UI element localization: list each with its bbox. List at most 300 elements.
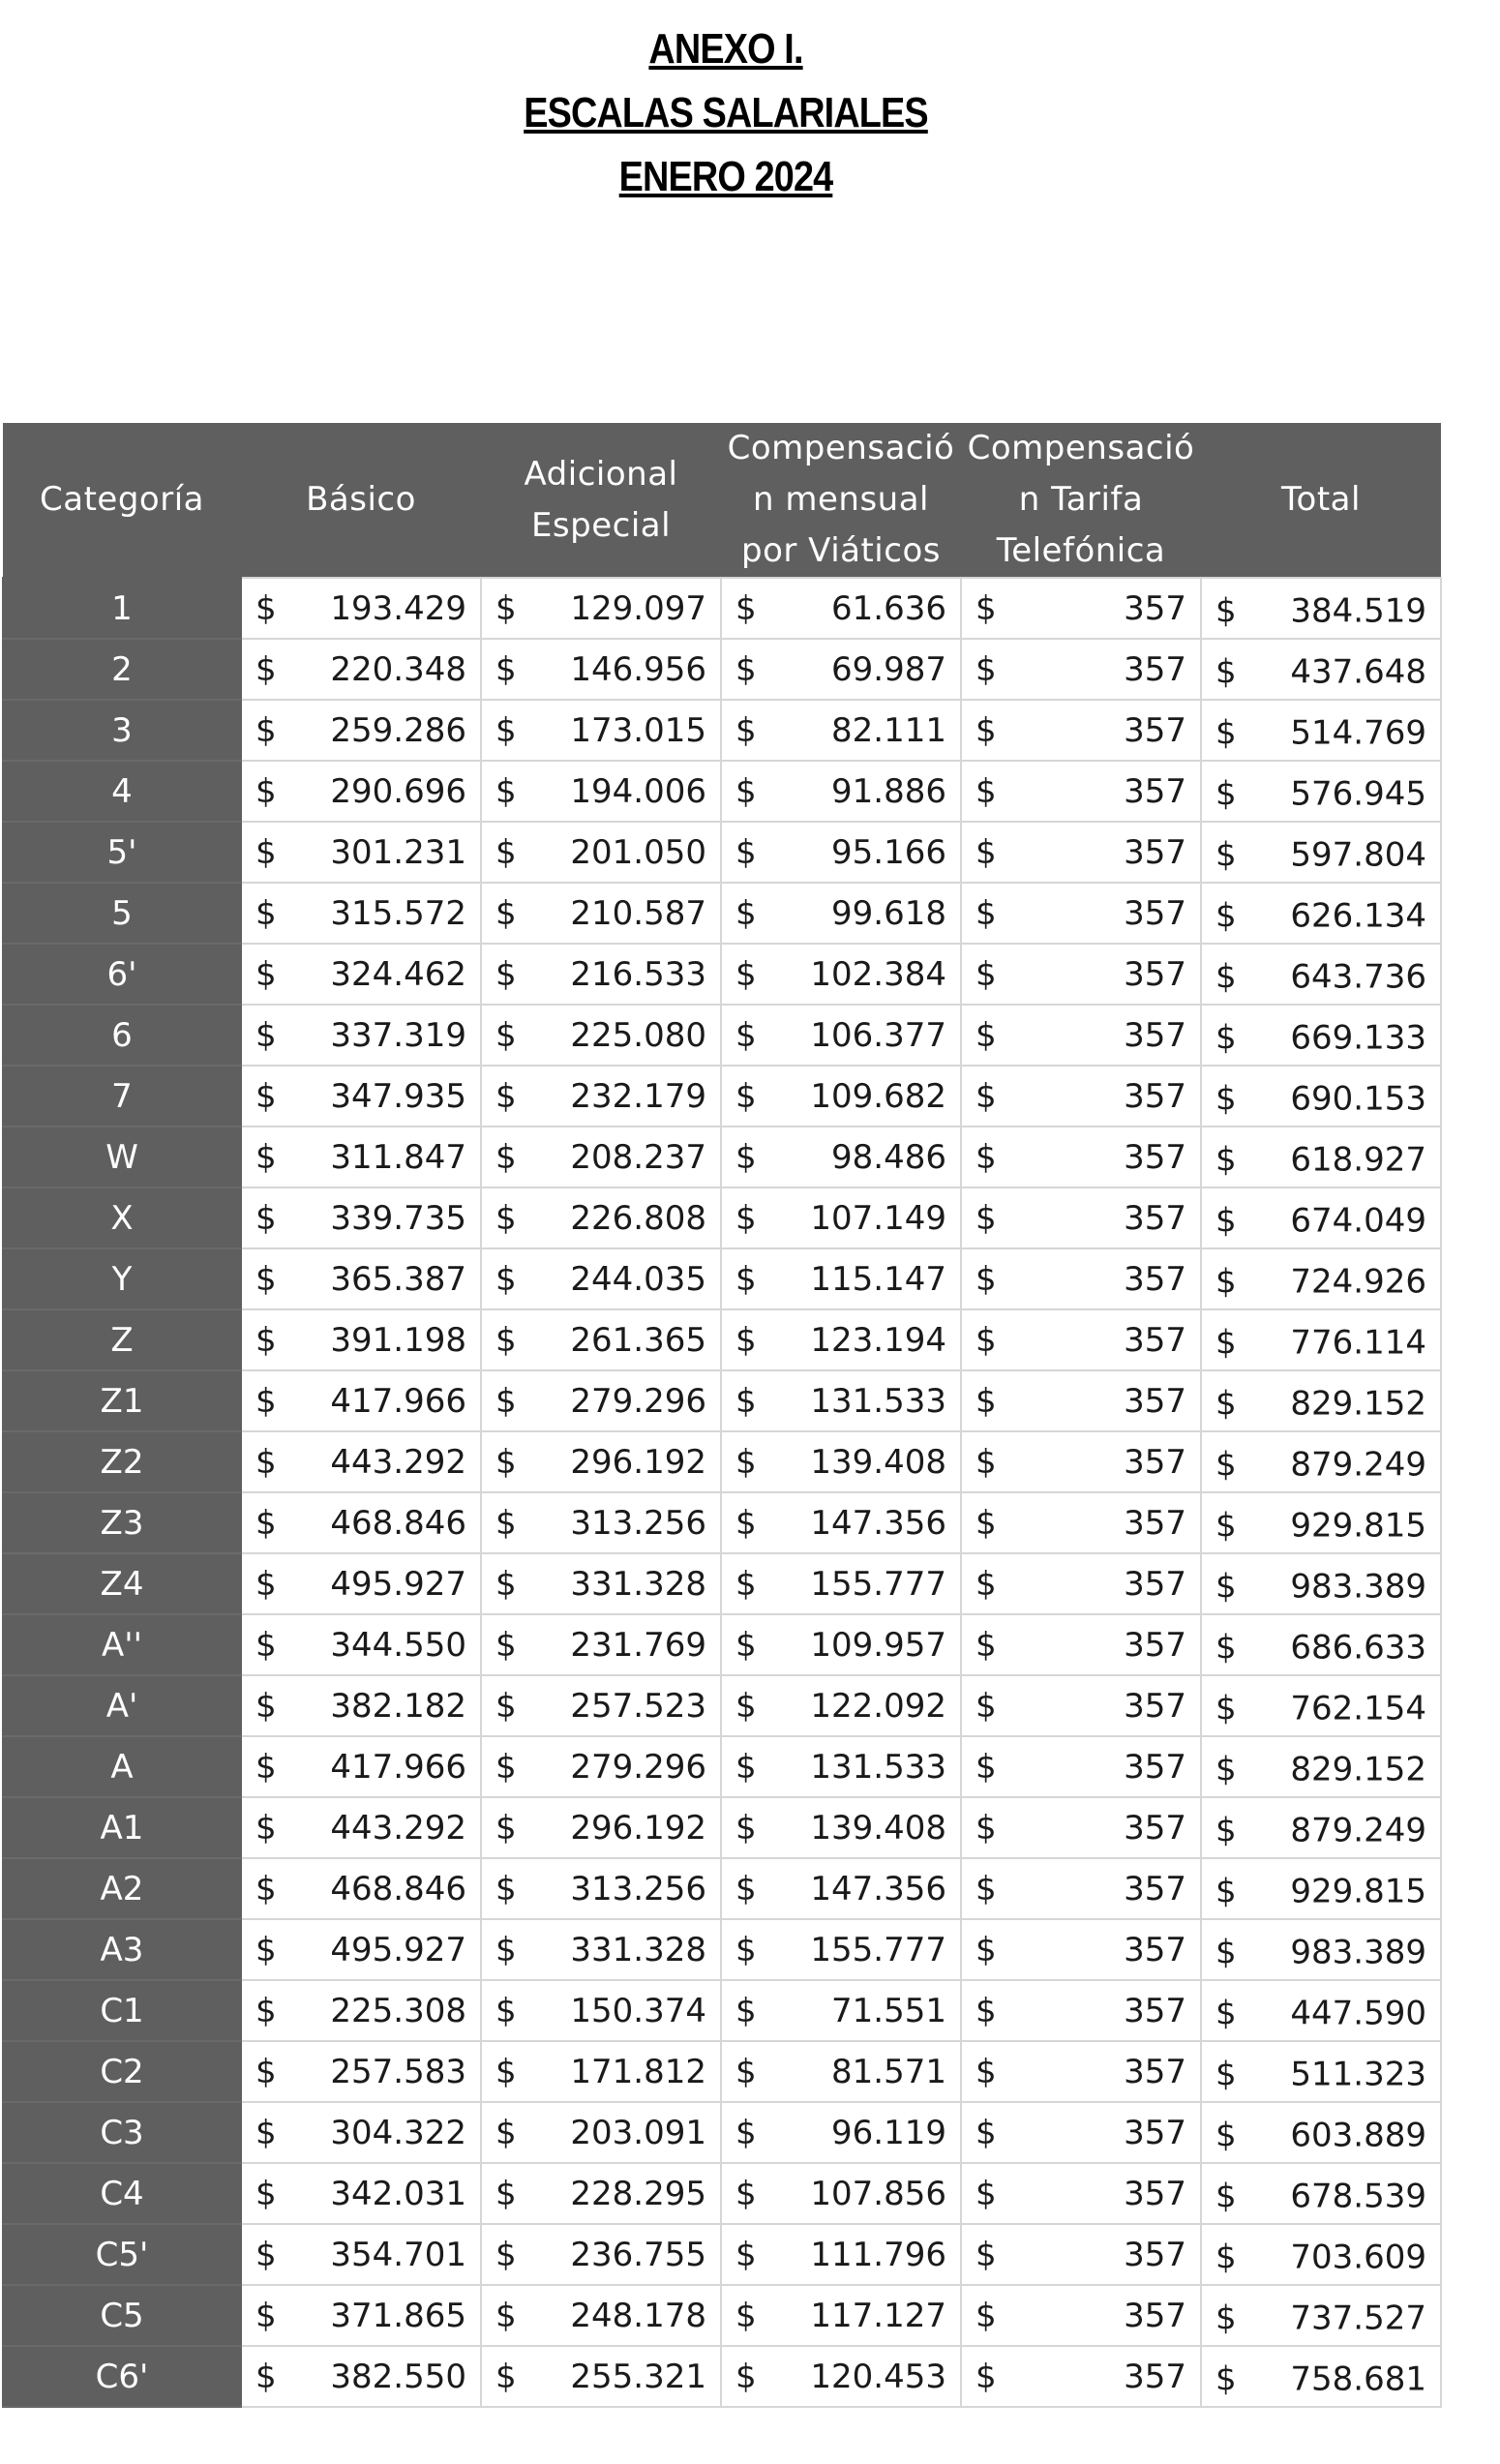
adicional-value: 201.050: [570, 832, 706, 872]
total-cell: [1201, 1553, 1441, 1614]
table-row: [3, 1066, 1441, 1127]
table-row: [3, 1309, 1441, 1370]
basico-value: 342.031: [330, 2174, 466, 2213]
telefonica-value: 357: [1124, 771, 1186, 811]
telefonica-cell: [961, 1797, 1201, 1858]
basico-value: 290.696: [330, 771, 466, 811]
total-cell: [1201, 578, 1441, 639]
table-row: [3, 1858, 1441, 1919]
currency-symbol: $: [255, 2052, 277, 2091]
currency-symbol: $: [735, 2357, 757, 2396]
currency-symbol: $: [735, 1686, 757, 1726]
viaticos-value: 69.987: [831, 649, 946, 689]
adicional-cell: [481, 1248, 721, 1309]
currency-symbol: $: [975, 1747, 997, 1787]
category-cell: Z1: [3, 1370, 241, 1431]
viaticos-value: 102.384: [810, 954, 946, 994]
currency-symbol: $: [495, 2357, 517, 2396]
currency-symbol: $: [735, 1869, 757, 1908]
table-row: [3, 2285, 1441, 2346]
adicional-cell: [481, 822, 721, 883]
adicional-cell: [481, 1980, 721, 2041]
adicional-cell: [481, 1127, 721, 1187]
total-cell: [1201, 1919, 1441, 1980]
currency-symbol: $: [735, 771, 757, 811]
basico-cell: [241, 1248, 481, 1309]
currency-symbol: $: [735, 1991, 757, 2030]
telefonica-cell: [961, 1127, 1201, 1187]
total-cell: [1201, 761, 1441, 822]
telefonica-value: 357: [1124, 1442, 1186, 1482]
adicional-value: 296.192: [570, 1808, 706, 1848]
viaticos-value: 131.533: [810, 1747, 946, 1787]
telefonica-value: 357: [1124, 1991, 1186, 2030]
basico-value: 468.846: [330, 1503, 466, 1543]
title-line-escalas: ESCALAS SALARIALES: [524, 89, 928, 136]
telefonica-cell: [961, 2285, 1201, 2346]
viaticos-cell: [721, 2285, 961, 2346]
currency-symbol: $: [1215, 956, 1237, 996]
table-row: [3, 1919, 1441, 1980]
currency-symbol: $: [735, 1259, 757, 1299]
adicional-value: 255.321: [570, 2357, 706, 2396]
currency-symbol: $: [735, 1625, 757, 1665]
adicional-value: 208.237: [570, 1137, 706, 1177]
viaticos-value: 117.127: [810, 2296, 946, 2335]
basico-value: 344.550: [330, 1625, 466, 1665]
telefonica-value: 357: [1124, 2052, 1186, 2091]
header-total: Total: [1201, 423, 1441, 578]
telefonica-value: 357: [1124, 832, 1186, 872]
total-value: 983.389: [1290, 1566, 1426, 1606]
telefonica-cell: [961, 578, 1201, 639]
currency-symbol: $: [735, 1442, 757, 1482]
adicional-value: 173.015: [570, 710, 706, 750]
table-row: [3, 1980, 1441, 2041]
currency-symbol: $: [975, 1198, 997, 1238]
currency-symbol: $: [495, 1869, 517, 1908]
currency-symbol: $: [255, 1564, 277, 1604]
currency-symbol: $: [255, 1198, 277, 1238]
telefonica-cell: [961, 1066, 1201, 1127]
currency-symbol: $: [735, 1808, 757, 1848]
table-row: [3, 1492, 1441, 1553]
total-cell: [1201, 2346, 1441, 2407]
telefonica-value: 357: [1124, 1930, 1186, 1969]
currency-symbol: $: [975, 2174, 997, 2213]
category-cell: C6': [3, 2346, 241, 2407]
viaticos-cell: [721, 1187, 961, 1248]
total-value: 626.134: [1290, 895, 1426, 935]
viaticos-cell: [721, 1309, 961, 1370]
category-cell: 6: [3, 1005, 241, 1066]
telefonica-value: 357: [1124, 1137, 1186, 1177]
total-value: 929.815: [1290, 1871, 1426, 1910]
telefonica-value: 357: [1124, 1625, 1186, 1665]
total-cell: [1201, 2224, 1441, 2285]
currency-symbol: $: [735, 1076, 757, 1116]
currency-symbol: $: [735, 2296, 757, 2335]
basico-value: 417.966: [330, 1381, 466, 1421]
adicional-cell: [481, 639, 721, 700]
currency-symbol: $: [735, 1137, 757, 1177]
adicional-value: 210.587: [570, 893, 706, 933]
viaticos-cell: [721, 822, 961, 883]
currency-symbol: $: [975, 1015, 997, 1055]
category-cell: C5: [3, 2285, 241, 2346]
adicional-cell: [481, 944, 721, 1005]
currency-symbol: $: [495, 1747, 517, 1787]
currency-symbol: $: [735, 1320, 757, 1360]
currency-symbol: $: [495, 1137, 517, 1177]
category-cell: Y: [3, 1248, 241, 1309]
currency-symbol: $: [1215, 1383, 1237, 1423]
viaticos-cell: [721, 639, 961, 700]
telefonica-cell: [961, 2163, 1201, 2224]
telefonica-value: 357: [1124, 2174, 1186, 2213]
basico-cell: [241, 1005, 481, 1066]
currency-symbol: $: [1215, 1627, 1237, 1667]
basico-cell: [241, 944, 481, 1005]
telefonica-value: 357: [1124, 1259, 1186, 1299]
total-cell: [1201, 1736, 1441, 1797]
telefonica-value: 357: [1124, 1869, 1186, 1908]
total-value: 879.249: [1290, 1444, 1426, 1484]
currency-symbol: $: [735, 2235, 757, 2274]
table-row: [3, 2163, 1441, 2224]
header-basico: Básico: [241, 423, 481, 578]
category-cell: X: [3, 1187, 241, 1248]
adicional-value: 313.256: [570, 1869, 706, 1908]
currency-symbol: $: [975, 1991, 997, 2030]
basico-cell: [241, 2285, 481, 2346]
currency-symbol: $: [495, 954, 517, 994]
currency-symbol: $: [975, 1686, 997, 1726]
currency-symbol: $: [1215, 1078, 1237, 1118]
viaticos-value: 82.111: [831, 710, 946, 750]
adicional-value: 331.328: [570, 1930, 706, 1969]
telefonica-cell: [961, 1736, 1201, 1797]
telefonica-cell: [961, 761, 1201, 822]
basico-value: 259.286: [330, 710, 466, 750]
basico-value: 304.322: [330, 2113, 466, 2152]
viaticos-cell: [721, 1614, 961, 1675]
telefonica-value: 357: [1124, 1320, 1186, 1360]
basico-cell: [241, 1858, 481, 1919]
table-header: [3, 423, 1441, 578]
basico-cell: [241, 1492, 481, 1553]
viaticos-value: 122.092: [810, 1686, 946, 1726]
adicional-cell: [481, 2163, 721, 2224]
telefonica-cell: [961, 639, 1201, 700]
total-value: 437.648: [1290, 651, 1426, 691]
adicional-value: 279.296: [570, 1747, 706, 1787]
adicional-cell: [481, 2224, 721, 2285]
viaticos-cell: [721, 1675, 961, 1736]
total-cell: [1201, 1675, 1441, 1736]
total-value: 514.769: [1290, 712, 1426, 752]
table-row: [3, 2224, 1441, 2285]
telefonica-value: 357: [1124, 1564, 1186, 1604]
telefonica-value: 357: [1124, 588, 1186, 628]
telefonica-value: 357: [1124, 710, 1186, 750]
category-cell: Z: [3, 1309, 241, 1370]
viaticos-value: 155.777: [810, 1930, 946, 1969]
basico-value: 371.865: [330, 2296, 466, 2335]
basico-cell: [241, 1553, 481, 1614]
currency-symbol: $: [255, 649, 277, 689]
currency-symbol: $: [975, 893, 997, 933]
table-row: [3, 883, 1441, 944]
table-row: [3, 2346, 1441, 2407]
currency-symbol: $: [1215, 1993, 1237, 2032]
currency-symbol: $: [735, 2052, 757, 2091]
total-cell: [1201, 1431, 1441, 1492]
basico-cell: [241, 1370, 481, 1431]
currency-symbol: $: [975, 832, 997, 872]
viaticos-value: 147.356: [810, 1869, 946, 1908]
viaticos-value: 139.408: [810, 1808, 946, 1848]
viaticos-cell: [721, 883, 961, 944]
currency-symbol: $: [495, 832, 517, 872]
viaticos-value: 96.119: [831, 2113, 946, 2152]
currency-symbol: $: [495, 1808, 517, 1848]
viaticos-cell: [721, 761, 961, 822]
adicional-cell: [481, 1370, 721, 1431]
basico-value: 354.701: [330, 2235, 466, 2274]
adicional-cell: [481, 1309, 721, 1370]
viaticos-cell: [721, 1127, 961, 1187]
adicional-cell: [481, 1675, 721, 1736]
header-adicional: Adicional Especial: [481, 423, 721, 578]
viaticos-cell: [721, 700, 961, 761]
category-cell: A: [3, 1736, 241, 1797]
currency-symbol: $: [1215, 651, 1237, 691]
currency-symbol: $: [495, 649, 517, 689]
viaticos-cell: [721, 2102, 961, 2163]
adicional-value: 232.179: [570, 1076, 706, 1116]
adicional-cell: [481, 1919, 721, 1980]
viaticos-cell: [721, 1370, 961, 1431]
adicional-cell: [481, 1736, 721, 1797]
currency-symbol: $: [735, 1198, 757, 1238]
total-cell: [1201, 1370, 1441, 1431]
viaticos-value: 91.886: [831, 771, 946, 811]
viaticos-cell: [721, 1492, 961, 1553]
currency-symbol: $: [1215, 2359, 1237, 2398]
currency-symbol: $: [1215, 1566, 1237, 1606]
currency-symbol: $: [735, 588, 757, 628]
currency-symbol: $: [1215, 2298, 1237, 2337]
total-value: 669.133: [1290, 1017, 1426, 1057]
telefonica-cell: [961, 2224, 1201, 2285]
telefonica-cell: [961, 1980, 1201, 2041]
currency-symbol: $: [735, 832, 757, 872]
viaticos-cell: [721, 1736, 961, 1797]
total-cell: [1201, 2163, 1441, 2224]
total-value: 758.681: [1290, 2359, 1426, 2398]
table-row: [3, 2041, 1441, 2102]
basico-cell: [241, 1127, 481, 1187]
basico-value: 495.927: [330, 1564, 466, 1604]
viaticos-value: 109.682: [810, 1076, 946, 1116]
currency-symbol: $: [1215, 1200, 1237, 1240]
total-value: 643.736: [1290, 956, 1426, 996]
currency-symbol: $: [735, 710, 757, 750]
currency-symbol: $: [735, 1015, 757, 1055]
telefonica-value: 357: [1124, 1808, 1186, 1848]
currency-symbol: $: [495, 710, 517, 750]
basico-value: 495.927: [330, 1930, 466, 1969]
currency-symbol: $: [495, 1198, 517, 1238]
basico-value: 193.429: [330, 588, 466, 628]
adicional-value: 216.533: [570, 954, 706, 994]
telefonica-cell: [961, 700, 1201, 761]
table-row: [3, 2102, 1441, 2163]
currency-symbol: $: [975, 1869, 997, 1908]
adicional-value: 129.097: [570, 588, 706, 628]
viaticos-cell: [721, 1919, 961, 1980]
telefonica-value: 357: [1124, 2235, 1186, 2274]
total-value: 674.049: [1290, 1200, 1426, 1240]
adicional-cell: [481, 1614, 721, 1675]
telefonica-cell: [961, 822, 1201, 883]
category-cell: A': [3, 1675, 241, 1736]
telefonica-value: 357: [1124, 893, 1186, 933]
currency-symbol: $: [255, 2235, 277, 2274]
currency-symbol: $: [1215, 1505, 1237, 1545]
basico-cell: [241, 578, 481, 639]
category-cell: C5': [3, 2224, 241, 2285]
total-cell: [1201, 1309, 1441, 1370]
currency-symbol: $: [1215, 1810, 1237, 1849]
viaticos-cell: [721, 1797, 961, 1858]
category-cell: 2: [3, 639, 241, 700]
total-cell: [1201, 1614, 1441, 1675]
telefonica-value: 357: [1124, 1747, 1186, 1787]
telefonica-cell: [961, 1858, 1201, 1919]
total-cell: [1201, 1066, 1441, 1127]
basico-value: 468.846: [330, 1869, 466, 1908]
currency-symbol: $: [975, 1259, 997, 1299]
basico-value: 391.198: [330, 1320, 466, 1360]
telefonica-cell: [961, 1919, 1201, 1980]
total-value: 384.519: [1290, 590, 1426, 630]
telefonica-value: 357: [1124, 1015, 1186, 1055]
viaticos-value: 120.453: [810, 2357, 946, 2396]
adicional-cell: [481, 1187, 721, 1248]
currency-symbol: $: [495, 1381, 517, 1421]
viaticos-value: 139.408: [810, 1442, 946, 1482]
currency-symbol: $: [1215, 1139, 1237, 1179]
header-categoria: Categoría: [3, 423, 241, 578]
currency-symbol: $: [255, 893, 277, 933]
basico-cell: [241, 2102, 481, 2163]
adicional-cell: [481, 1797, 721, 1858]
total-cell: [1201, 883, 1441, 944]
currency-symbol: $: [1215, 895, 1237, 935]
total-value: 576.945: [1290, 773, 1426, 813]
header-viaticos: Compensació n mensual por Viáticos: [721, 423, 961, 578]
currency-symbol: $: [495, 588, 517, 628]
currency-symbol: $: [255, 1625, 277, 1665]
telefonica-value: 357: [1124, 1076, 1186, 1116]
total-cell: [1201, 2102, 1441, 2163]
total-cell: [1201, 1980, 1441, 2041]
currency-symbol: $: [255, 1930, 277, 1969]
total-value: 737.527: [1290, 2298, 1426, 2337]
currency-symbol: $: [1215, 1749, 1237, 1788]
currency-symbol: $: [1215, 2115, 1237, 2154]
basico-value: 417.966: [330, 1747, 466, 1787]
adicional-value: 261.365: [570, 1320, 706, 1360]
table-row: [3, 1675, 1441, 1736]
currency-symbol: $: [975, 588, 997, 628]
table-row: [3, 700, 1441, 761]
currency-symbol: $: [1215, 2054, 1237, 2093]
basico-value: 257.583: [330, 2052, 466, 2091]
salary-scale-table: [2, 423, 1442, 2408]
currency-symbol: $: [735, 2174, 757, 2213]
currency-symbol: $: [975, 1381, 997, 1421]
document-title: [0, 17, 1452, 209]
telefonica-cell: [961, 883, 1201, 944]
table-row: [3, 1370, 1441, 1431]
table-row: [3, 1797, 1441, 1858]
telefonica-cell: [961, 1614, 1201, 1675]
basico-cell: [241, 822, 481, 883]
currency-symbol: $: [975, 1808, 997, 1848]
viaticos-value: 81.571: [831, 2052, 946, 2091]
currency-symbol: $: [975, 1076, 997, 1116]
telefonica-cell: [961, 1005, 1201, 1066]
basico-cell: [241, 1187, 481, 1248]
currency-symbol: $: [975, 2357, 997, 2396]
currency-symbol: $: [1215, 1261, 1237, 1301]
adicional-value: 194.006: [570, 771, 706, 811]
currency-symbol: $: [1215, 1932, 1237, 1971]
adicional-cell: [481, 1066, 721, 1127]
telefonica-cell: [961, 1553, 1201, 1614]
currency-symbol: $: [1215, 2237, 1237, 2276]
basico-value: 311.847: [330, 1137, 466, 1177]
telefonica-value: 357: [1124, 1503, 1186, 1543]
table-row: [3, 578, 1441, 639]
category-cell: C4: [3, 2163, 241, 2224]
viaticos-cell: [721, 1858, 961, 1919]
viaticos-cell: [721, 1431, 961, 1492]
table-row: [3, 1614, 1441, 1675]
viaticos-cell: [721, 944, 961, 1005]
category-cell: Z3: [3, 1492, 241, 1553]
total-cell: [1201, 1492, 1441, 1553]
adicional-value: 146.956: [570, 649, 706, 689]
currency-symbol: $: [255, 1808, 277, 1848]
adicional-cell: [481, 1431, 721, 1492]
viaticos-cell: [721, 1066, 961, 1127]
currency-symbol: $: [975, 649, 997, 689]
currency-symbol: $: [975, 1137, 997, 1177]
telefonica-cell: [961, 2346, 1201, 2407]
basico-value: 347.935: [330, 1076, 466, 1116]
category-cell: A3: [3, 1919, 241, 1980]
telefonica-value: 357: [1124, 1198, 1186, 1238]
basico-value: 337.319: [330, 1015, 466, 1055]
currency-symbol: $: [1215, 1871, 1237, 1910]
telefonica-cell: [961, 1492, 1201, 1553]
adicional-value: 228.295: [570, 2174, 706, 2213]
basico-cell: [241, 639, 481, 700]
